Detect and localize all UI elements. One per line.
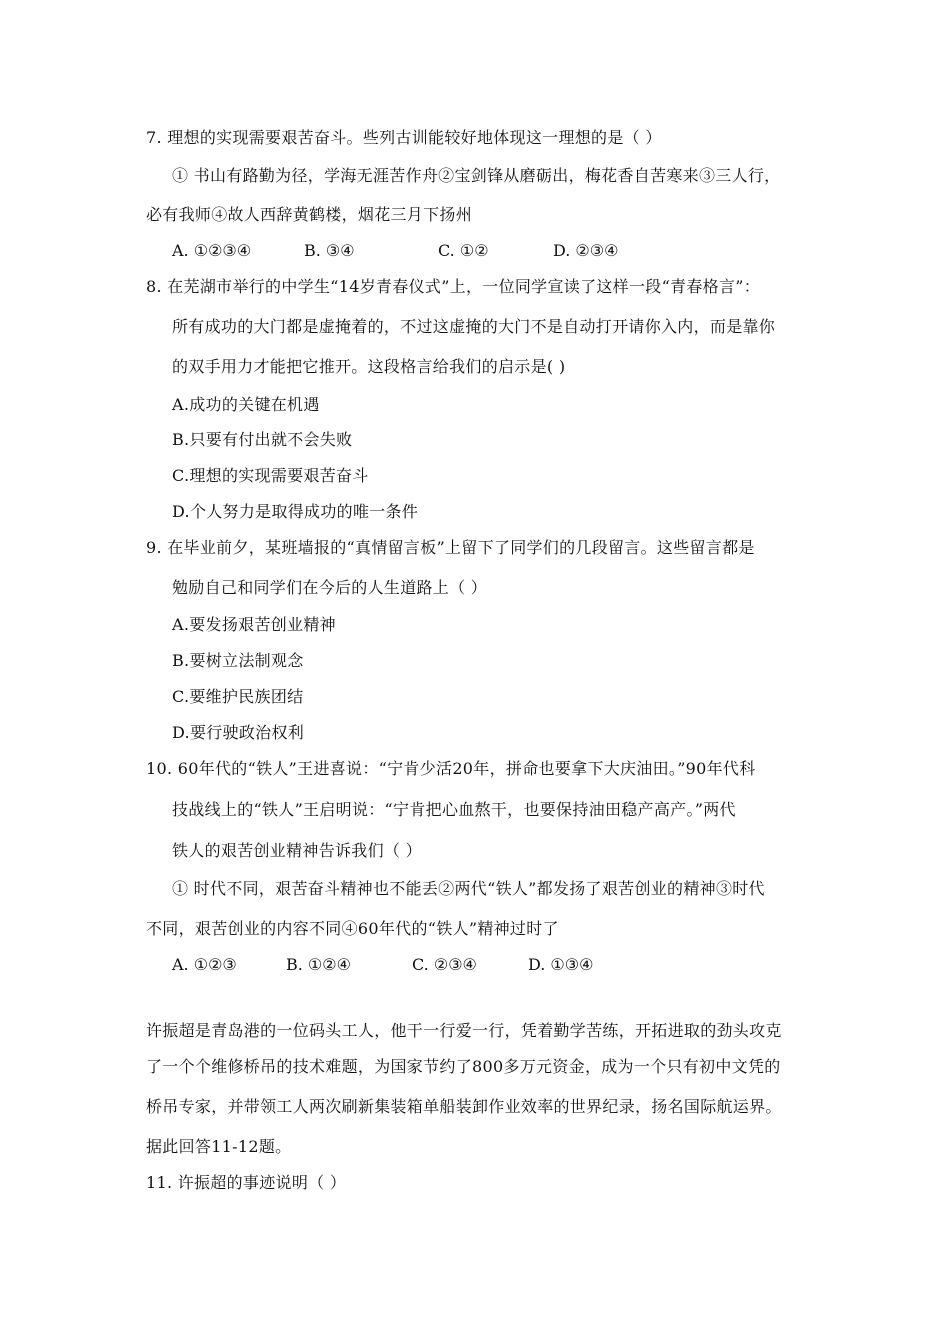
q7-stem: 7. 理想的实现需要艰苦奋斗。些列古训能较好地体现这一理想的是（ ） xyxy=(146,128,662,147)
passage-line2: 了一个个维修桥吊的技术难题，为国家节约了800多万元资金，成为一个只有初中文凭的 xyxy=(146,1057,781,1076)
q9-option-b: B.要树立法制观念 xyxy=(172,651,304,670)
q11-stem: 11. 许振超的事迹说明（ ） xyxy=(146,1173,347,1192)
q10-statements-line2: 不同，艰苦创业的内容不同④60年代的“铁人”精神过时了 xyxy=(146,919,559,938)
q7-statements-line2: 必有我师④故人西辞黄鹤楼，烟花三月下扬州 xyxy=(146,205,473,224)
q8-option-c: C.理想的实现需要艰苦奋斗 xyxy=(172,466,369,485)
q8-stem: 8. 在芜湖市举行的中学生“14岁青春仪式”上，一位同学宣读了这样一段“青春格言”： xyxy=(146,277,761,296)
q9-stem-line2: 勉励自己和同学们在今后的人生道路上（ ） xyxy=(172,578,488,597)
q7-statements-line1: ① 书山有路勤为径，学海无涯苦作舟②宝剑锋从磨砺出，梅花香自苦寒来③三人行， xyxy=(172,166,781,185)
q8-option-b: B.只要有付出就不会失败 xyxy=(172,430,353,449)
q10-option-c: C. ②③④ xyxy=(412,955,477,974)
q7-option-d: D. ②③④ xyxy=(553,241,619,260)
passage-line4: 据此回答11-12题。 xyxy=(146,1137,292,1156)
passage-line1: 许振超是青岛港的一位码头工人，他干一行爱一行，凭着勤学苦练，开拓进取的劲头攻克 xyxy=(146,1021,782,1040)
q7-option-b: B. ③④ xyxy=(304,241,355,260)
q9-option-c: C.要维护民族团结 xyxy=(172,687,304,706)
q8-option-a: A.成功的关键在机遇 xyxy=(172,395,320,414)
q8-option-d: D.个人努力是取得成功的唯一条件 xyxy=(172,502,419,521)
q7-option-c: C. ①② xyxy=(438,241,489,260)
q10-stem: 10. 60年代的“铁人”王进喜说：“宁肯少活20年，拼命也要拿下大庆油田。”90年代科 xyxy=(146,759,756,778)
q10-option-d: D. ①③④ xyxy=(528,955,594,974)
q7-option-a: A. ①②③④ xyxy=(172,241,252,260)
q10-stem-line2: 技战线上的“铁人”王启明说：“宁肯把心血熬干，也要保持油田稳产高产。”两代 xyxy=(172,800,736,819)
q10-option-a: A. ①②③ xyxy=(172,955,237,974)
q10-stem-line3: 铁人的艰苦创业精神告诉我们（ ） xyxy=(172,841,422,860)
q9-option-a: A.要发扬艰苦创业精神 xyxy=(172,615,336,634)
passage-line3: 桥吊专家，并带领工人两次刷新集装箱单船装卸作业效率的世界纪录，扬名国际航运界。 xyxy=(146,1097,782,1116)
q8-quote-line2: 的双手用力才能把它推开。这段格言给我们的启示是( ) xyxy=(172,357,566,376)
q10-option-b: B. ①②④ xyxy=(286,955,351,974)
q9-stem: 9. 在毕业前夕，某班墙报的“真情留言板”上留下了同学们的几段留言。这些留言都是 xyxy=(146,538,755,557)
q9-option-d: D.要行驶政治权利 xyxy=(172,723,305,742)
q10-statements-line1: ① 时代不同，艰苦奋斗精神也不能丢②两代“铁人”都发扬了艰苦创业的精神③时代 xyxy=(172,879,765,898)
q8-quote-line1: 所有成功的大门都是虚掩着的，不过这虚掩的大门不是自动打开请你入内，而是靠你 xyxy=(172,317,776,336)
